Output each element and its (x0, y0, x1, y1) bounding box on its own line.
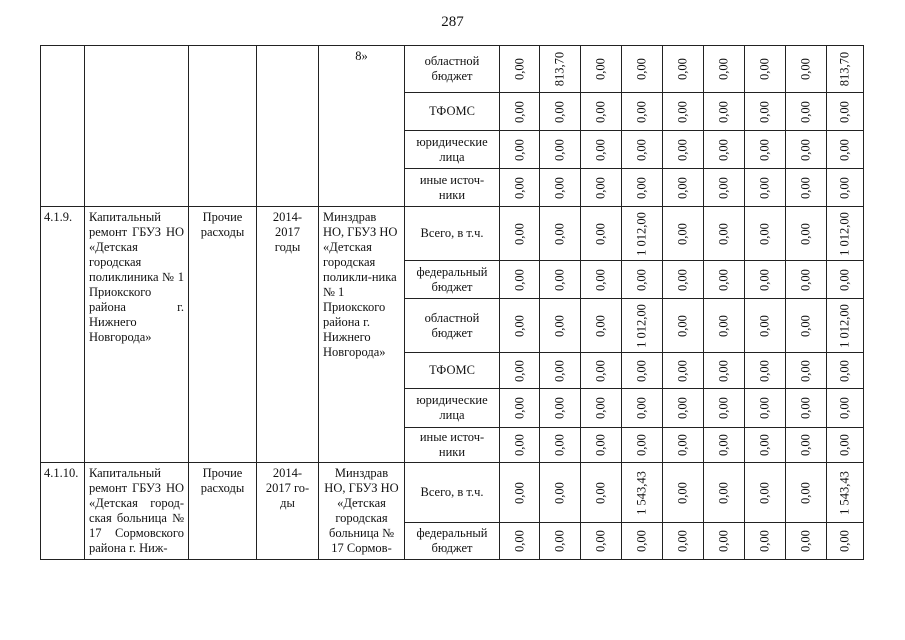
value-cell (704, 93, 745, 131)
value: 0,00 (593, 359, 608, 382)
value-cell (663, 46, 704, 93)
value: 0,00 (716, 359, 731, 382)
value-cell (581, 261, 622, 299)
value-cell (500, 169, 540, 207)
entry-responsible: Минздрав НО, ГБУЗ НО «Детская городская поликли-ника № 1 Приокского района г. Нижнего Новгорода» (319, 207, 405, 463)
value-cell (540, 93, 581, 131)
value-cell (663, 207, 704, 261)
value-cell (704, 353, 745, 389)
value-cell (704, 207, 745, 261)
value: 0,00 (716, 314, 731, 337)
value-cell (704, 46, 745, 93)
entry-name: Капитальный ремонт ГБУЗ НО «Детская город-ская больница № 17 Сормовского района г. Ниж- (85, 463, 189, 560)
value-cell (745, 389, 786, 428)
value-cell (540, 389, 581, 428)
value-cell (540, 261, 581, 299)
value-cell (745, 261, 786, 299)
value: 0,00 (716, 434, 731, 456)
value-cell (500, 428, 540, 463)
value: 1 543,43 (634, 470, 649, 515)
value-cell (500, 389, 540, 428)
value: 0,00 (757, 268, 772, 291)
value-cell (827, 523, 864, 560)
value-cell (663, 169, 704, 207)
value-cell (581, 169, 622, 207)
value: 0,00 (512, 138, 526, 161)
value: 0,00 (837, 100, 852, 123)
source-cell: федеральный бюджет (405, 261, 500, 299)
value: 0,00 (798, 359, 813, 382)
value: 0,00 (837, 359, 852, 382)
value: 0,00 (716, 100, 731, 123)
value-cell (827, 389, 864, 428)
value: 0,00 (634, 268, 649, 291)
responsible-tail: 8» (355, 49, 368, 63)
value: 0,00 (798, 397, 813, 419)
value-cell (622, 46, 663, 93)
value: 0,00 (798, 176, 813, 199)
value: 0,00 (552, 138, 567, 161)
value: 0,00 (593, 58, 608, 80)
value: 0,00 (757, 359, 772, 382)
value-cell (500, 46, 540, 93)
value-cell (827, 428, 864, 463)
source-cell: ТФОМС (405, 93, 500, 131)
value: 0,00 (593, 138, 608, 161)
source-cell: юридические лица (405, 131, 500, 169)
value-cell (500, 207, 540, 261)
value: 0,00 (675, 397, 690, 419)
value: 0,00 (675, 58, 690, 80)
value: 0,00 (634, 530, 649, 552)
value: 0,00 (552, 530, 567, 552)
entry-expense-type: Прочие расходы (189, 207, 257, 463)
value-cell (622, 169, 663, 207)
value: 0,00 (716, 268, 731, 291)
value: 0,00 (634, 138, 649, 161)
value: 0,00 (757, 100, 772, 123)
value: 0,00 (634, 359, 649, 382)
value: 0,00 (552, 314, 567, 337)
value-cell (745, 207, 786, 261)
value: 0,00 (512, 397, 526, 419)
value-cell (663, 389, 704, 428)
value-cell (581, 463, 622, 523)
value: 1 543,43 (837, 470, 852, 515)
value: 0,00 (675, 176, 690, 199)
value-cell (663, 428, 704, 463)
value: 0,00 (837, 434, 852, 456)
value: 0,00 (675, 359, 690, 382)
value-cell (786, 463, 827, 523)
value: 0,00 (675, 222, 690, 245)
value-cell (663, 299, 704, 353)
value: 0,00 (716, 58, 731, 80)
value: 0,00 (512, 58, 526, 80)
value-cell (663, 353, 704, 389)
value-cell (745, 169, 786, 207)
value-cell (500, 261, 540, 299)
value-cell (745, 131, 786, 169)
value: 0,00 (593, 397, 608, 419)
value: 0,00 (593, 481, 608, 504)
value: 0,00 (552, 434, 567, 456)
table-body (41, 46, 864, 560)
value-cell (786, 207, 827, 261)
source-cell: иные источ-ники (405, 428, 500, 463)
expense-cell-empty (189, 46, 257, 207)
value: 0,00 (634, 434, 649, 456)
value: 0,00 (593, 222, 608, 245)
value-cell (622, 299, 663, 353)
value-cell (745, 299, 786, 353)
value: 0,00 (512, 222, 526, 245)
value-cell (540, 299, 581, 353)
value: 1 012,00 (837, 303, 852, 348)
value-cell (581, 523, 622, 560)
entry-number: 4.1.9. (41, 207, 85, 463)
value: 0,00 (716, 397, 731, 419)
value-cell (500, 93, 540, 131)
value-cell (786, 93, 827, 131)
value-cell (704, 389, 745, 428)
table-row (41, 46, 864, 93)
value: 0,00 (512, 359, 526, 382)
value-cell (540, 169, 581, 207)
value: 0,00 (675, 138, 690, 161)
value-cell (745, 353, 786, 389)
value: 0,00 (716, 481, 731, 504)
value-cell (581, 46, 622, 93)
value-cell (622, 389, 663, 428)
name-cell-empty (85, 46, 189, 207)
value-cell (786, 353, 827, 389)
source-cell: иные источ-ники (405, 169, 500, 207)
value: 0,00 (798, 138, 813, 161)
source-cell: федеральный бюджет (405, 523, 500, 560)
value: 0,00 (675, 314, 690, 337)
value: 1 012,00 (837, 211, 852, 256)
value: 0,00 (837, 138, 852, 161)
value-cell (581, 428, 622, 463)
value-cell (622, 261, 663, 299)
value: 0,00 (798, 530, 813, 552)
value: 0,00 (593, 530, 608, 552)
value: 0,00 (512, 434, 526, 456)
source-cell: областной бюджет (405, 46, 500, 93)
value: 0,00 (634, 397, 649, 419)
value-cell (827, 169, 864, 207)
value: 0,00 (757, 530, 772, 552)
value-cell (540, 463, 581, 523)
budget-table (40, 45, 864, 560)
value: 0,00 (512, 530, 526, 552)
source-cell: Всего, в т.ч. (405, 463, 500, 523)
value-cell (786, 428, 827, 463)
value-cell (540, 46, 581, 93)
value-cell (581, 353, 622, 389)
value: 0,00 (757, 222, 772, 245)
value-cell (540, 428, 581, 463)
value: 0,00 (757, 58, 772, 80)
value-cell (500, 131, 540, 169)
number-cell-empty (41, 46, 85, 207)
value: 1 012,00 (634, 303, 649, 348)
value: 0,00 (512, 100, 526, 123)
value-cell (500, 299, 540, 353)
value: 0,00 (512, 176, 526, 199)
value: 0,00 (593, 268, 608, 291)
value-cell (540, 207, 581, 261)
value: 0,00 (552, 176, 567, 199)
value: 0,00 (552, 481, 567, 504)
value-cell (663, 523, 704, 560)
value-cell (540, 353, 581, 389)
value-cell (745, 428, 786, 463)
value-cell (622, 131, 663, 169)
value-cell (745, 523, 786, 560)
value: 0,00 (716, 222, 731, 245)
value: 0,00 (552, 268, 567, 291)
entry-number: 4.1.10. (41, 463, 85, 560)
value-cell (622, 523, 663, 560)
value-cell (500, 523, 540, 560)
value: 0,00 (798, 434, 813, 456)
value-cell (827, 131, 864, 169)
value: 0,00 (798, 481, 813, 504)
source-cell: Всего, в т.ч. (405, 207, 500, 261)
value-cell (827, 261, 864, 299)
value: 0,00 (837, 397, 852, 419)
value: 0,00 (634, 100, 649, 123)
value: 0,00 (634, 58, 649, 80)
value: 0,00 (512, 268, 526, 291)
value-cell (827, 207, 864, 261)
value: 0,00 (675, 434, 690, 456)
value-cell (540, 523, 581, 560)
value-cell (622, 353, 663, 389)
value-cell (581, 299, 622, 353)
value: 0,00 (675, 530, 690, 552)
entry-expense-type: Прочие расходы (189, 463, 257, 560)
value-cell (500, 463, 540, 523)
value-cell (827, 463, 864, 523)
value: 813,70 (552, 51, 567, 87)
value-cell (500, 353, 540, 389)
value: 813,70 (837, 51, 852, 87)
entry-period: 2014-2017 го-ды (257, 463, 319, 560)
value-cell (663, 261, 704, 299)
value: 0,00 (716, 530, 731, 552)
value-cell (786, 261, 827, 299)
value-cell (581, 93, 622, 131)
value-cell (786, 389, 827, 428)
value-cell (786, 131, 827, 169)
value: 0,00 (675, 100, 690, 123)
value: 0,00 (757, 138, 772, 161)
value: 0,00 (798, 268, 813, 291)
table-row (41, 463, 864, 523)
value-cell (704, 523, 745, 560)
value-cell (622, 463, 663, 523)
value-cell (622, 428, 663, 463)
value: 0,00 (552, 359, 567, 382)
value: 0,00 (757, 481, 772, 504)
value: 1 012,00 (634, 211, 649, 256)
value-cell (704, 463, 745, 523)
value-cell (581, 389, 622, 428)
value: 0,00 (512, 481, 526, 504)
value: 0,00 (675, 268, 690, 291)
value-cell (704, 131, 745, 169)
value-cell (663, 131, 704, 169)
value-cell (704, 428, 745, 463)
value-cell (786, 523, 827, 560)
source-cell: юридические лица (405, 389, 500, 428)
value: 0,00 (716, 176, 731, 199)
value: 0,00 (593, 434, 608, 456)
entry-name: Капитальный ремонт ГБУЗ НО «Детская городская поликлиника № 1 Приокского района г. Нижнего Новгорода» (85, 207, 189, 463)
value-cell (581, 131, 622, 169)
page-number: 287 (441, 14, 464, 30)
value: 0,00 (552, 397, 567, 419)
value: 0,00 (757, 176, 772, 199)
value-cell (786, 46, 827, 93)
value: 0,00 (757, 434, 772, 456)
value: 0,00 (593, 176, 608, 199)
value-cell (622, 93, 663, 131)
value: 0,00 (552, 100, 567, 123)
value-cell (704, 169, 745, 207)
entry-responsible: Минздрав НО, ГБУЗ НО «Детская городская больница № 17 Сормов- (319, 463, 405, 560)
value-cell (540, 131, 581, 169)
value: 0,00 (798, 314, 813, 337)
value-cell (786, 169, 827, 207)
source-cell: областной бюджет (405, 299, 500, 353)
value-cell (786, 299, 827, 353)
value-cell (663, 93, 704, 131)
source-cell: ТФОМС (405, 353, 500, 389)
value-cell (745, 463, 786, 523)
value: 0,00 (512, 314, 526, 337)
value: 0,00 (757, 397, 772, 419)
value: 0,00 (798, 100, 813, 123)
value-cell (745, 46, 786, 93)
value-cell (581, 207, 622, 261)
value-cell (827, 299, 864, 353)
responsible-cell (319, 46, 405, 207)
value: 0,00 (552, 222, 567, 245)
value: 0,00 (798, 58, 813, 80)
value: 0,00 (798, 222, 813, 245)
value: 0,00 (593, 100, 608, 123)
value: 0,00 (675, 481, 690, 504)
value: 0,00 (716, 138, 731, 161)
value-cell (622, 207, 663, 261)
value-cell (827, 46, 864, 93)
value-cell (663, 463, 704, 523)
value-cell (827, 353, 864, 389)
period-cell-empty (257, 46, 319, 207)
value-cell (704, 261, 745, 299)
value-cell (827, 93, 864, 131)
value-cell (704, 299, 745, 353)
value: 0,00 (837, 530, 852, 552)
value: 0,00 (837, 268, 852, 291)
value: 0,00 (757, 314, 772, 337)
value: 0,00 (634, 176, 649, 199)
value: 0,00 (837, 176, 852, 199)
table-row (41, 207, 864, 261)
value: 0,00 (593, 314, 608, 337)
value-cell (745, 93, 786, 131)
entry-period: 2014-2017 годы (257, 207, 319, 463)
